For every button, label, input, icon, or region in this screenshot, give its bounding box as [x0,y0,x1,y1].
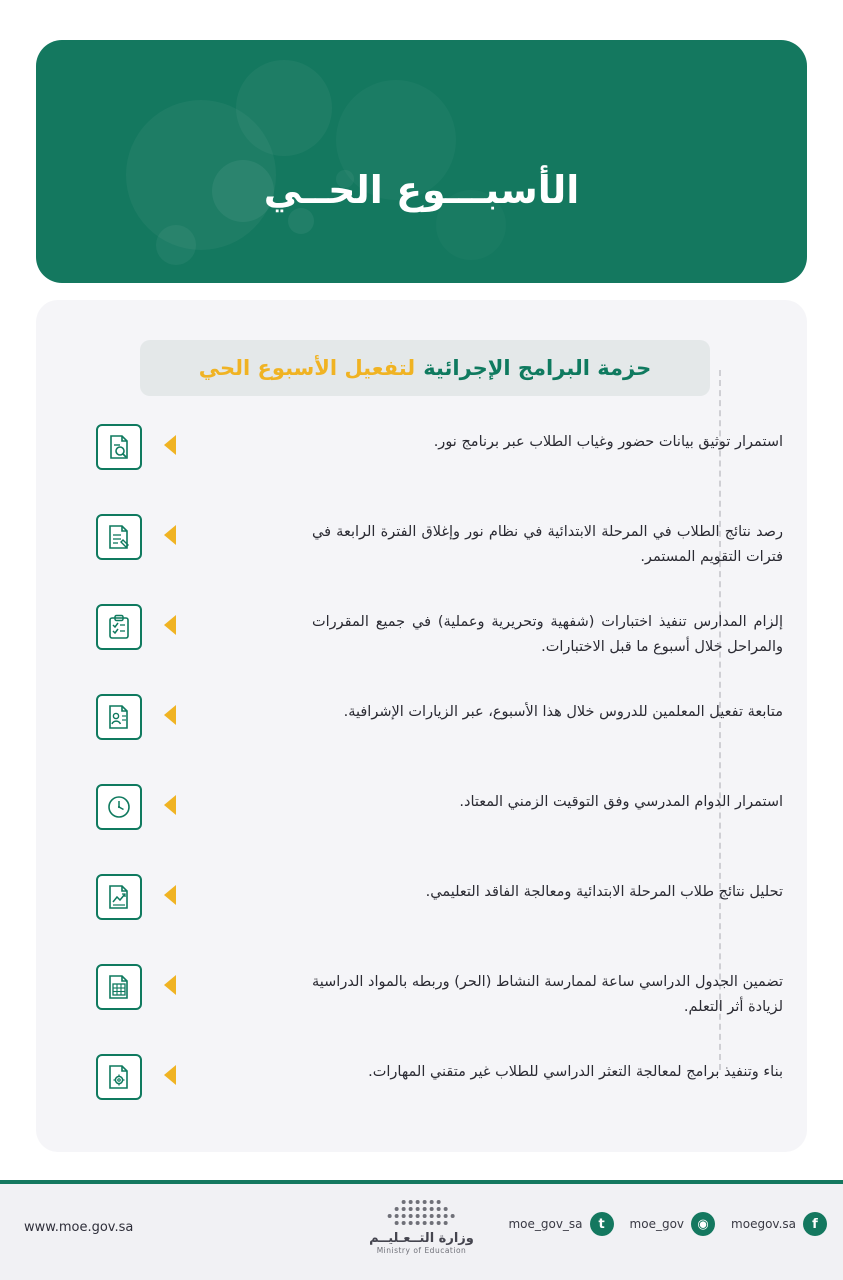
chevron-left-icon [162,1064,178,1086]
chevron-left-icon [162,704,178,726]
clock-icon [96,784,142,830]
decorative-circle [236,60,332,156]
document-table-icon [96,964,142,1010]
list-item [36,690,807,756]
social-links [508,1212,827,1236]
list-item-text: متابعة تفعيل المعلمين للدروس خلال هذا الأسبوع، عبر الزيارات الإشرافية. [343,704,783,720]
ministry-logo [369,1200,474,1255]
social-link-twitter[interactable] [508,1212,613,1236]
person-document-icon [96,694,142,740]
document-chart-icon [96,874,142,920]
page-title: الأسبـــوع الحــي [263,168,580,212]
footer [0,1180,843,1280]
list-item [36,420,807,486]
facebook-icon: f [803,1212,827,1236]
list-item-text: استمرار الدوام المدرسي وفق التوقيت الزمني المعتاد. [459,794,783,810]
chevron-left-icon [162,974,178,996]
items-list [36,420,807,1140]
list-item [36,960,807,1026]
social-link-instagram[interactable] [630,1212,715,1236]
list-item-text: تضمين الجدول الدراسي ساعة لممارسة النشاط (الحر) وربطه بالمواد الدراسية لزيادة أثر التعلم. [312,974,783,1016]
logo-dots-icon [369,1200,474,1225]
section-title [140,340,710,396]
twitter-icon: t [590,1212,614,1236]
twitter-handle: moe_gov_sa [508,1217,583,1231]
instagram-icon: ◉ [691,1212,715,1236]
website-url[interactable]: www.moe.gov.sa [24,1220,134,1235]
list-item [36,1050,807,1116]
ministry-name-ar: وزارة التــعـليــم [369,1231,474,1246]
chevron-left-icon [162,794,178,816]
document-edit-icon [96,514,142,560]
section-title-accent: لتفعيل الأسبوع الحي [198,356,416,380]
list-item-text: استمرار توثيق بيانات حضور وغياب الطلاب عبر برنامج نور. [433,434,783,450]
list-item-text: إلزام المدارس تنفيذ اختبارات (شفهية وتحريرية وعملية) في جميع المقررات والمراحل خلال أسبوع ما قبل الاختبارات. [312,614,783,656]
list-item-text: تحليل نتائج طلاب المرحلة الابتدائية ومعالجة الفاقد التعليمي. [425,884,783,900]
list-item-text: رصد نتائج الطلاب في المرحلة الابتدائية في نظام نور وإغلاق الفترة الرابعة في فترات التقويم المستمر. [312,524,783,566]
clipboard-check-icon [96,604,142,650]
chevron-left-icon [162,434,178,456]
chevron-left-icon [162,614,178,636]
facebook-handle: moegov.sa [731,1217,796,1231]
header-banner [36,40,807,283]
list-item-text: بناء وتنفيذ برامج لمعالجة التعثر الدراسي للطلاب غير متقني المهارات. [368,1064,783,1080]
decorative-circle [156,225,196,265]
social-link-facebook[interactable] [731,1212,827,1236]
document-search-icon [96,424,142,470]
content-panel [36,300,807,1152]
chevron-left-icon [162,524,178,546]
section-title-primary: حزمة البرامج الإجرائية [423,356,652,380]
instagram-handle: moe_gov [629,1217,685,1231]
chevron-left-icon [162,884,178,906]
list-item [36,510,807,576]
document-gear-icon [96,1054,142,1100]
list-item [36,870,807,936]
ministry-name-en: Ministry of Education [376,1246,467,1255]
list-item [36,780,807,846]
list-item [36,600,807,666]
